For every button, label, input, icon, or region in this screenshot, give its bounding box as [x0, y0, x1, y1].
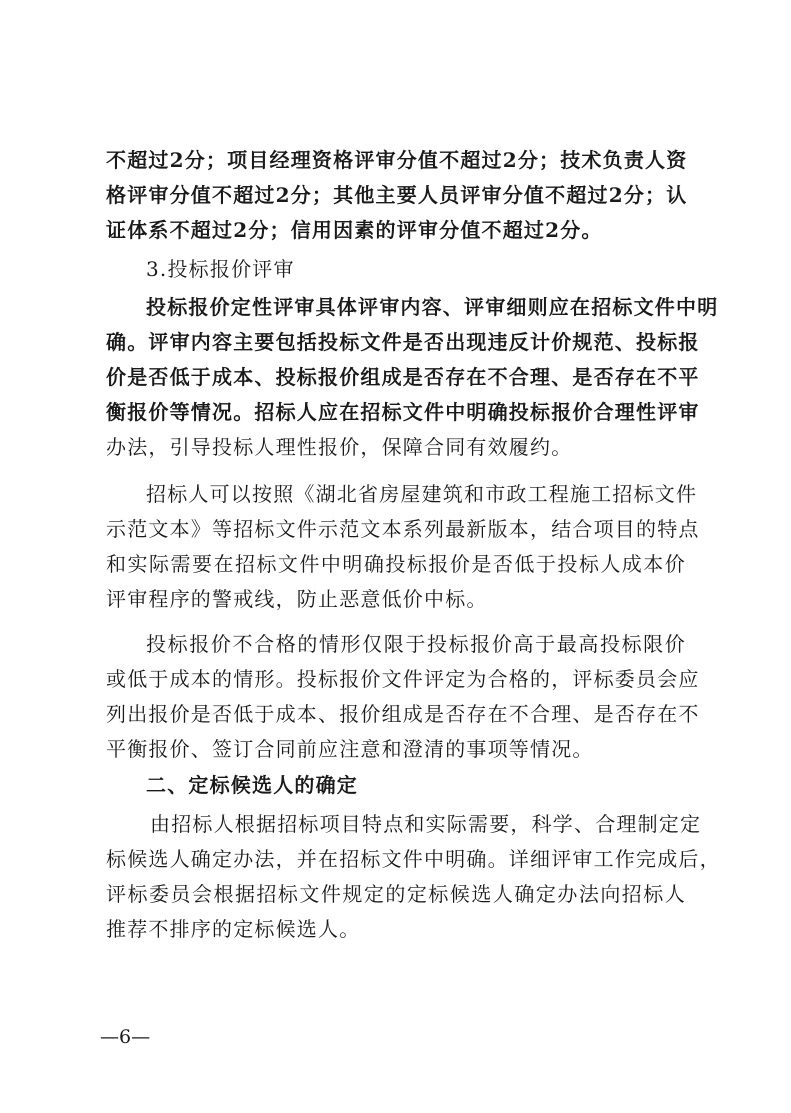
para5-line-1: 由招标人根据招标项目特点和实际需要，科学、合理制定定 — [150, 812, 702, 836]
para3-line-1: 招标人可以按照《湖北省房屋建筑和市政工程施工招标文件 — [146, 482, 698, 506]
para5-line-4: 推荐不排序的定标候选人。 — [106, 917, 361, 941]
para2-line-3: 价是否低于成本、投标报价组成是否存在不合理、是否存在不平 — [106, 365, 700, 389]
para1-line-1: 不超过2分；项目经理资格评审分值不超过2分；技术负责人资 — [106, 148, 688, 172]
para3-line-2: 示范文本》等招标文件示范文本系列最新版本，结合项目的特点 — [106, 517, 700, 541]
para2-line-4: 衡报价等情况。招标人应在招标文件中明确投标报价合理性评审 — [106, 400, 700, 424]
para2-line-5: 办法，引导投标人理性报价，保障合同有效履约。 — [106, 435, 573, 459]
para4-line-2: 或低于成本的情形。投标报价文件评定为合格的，评标委员会应 — [106, 667, 700, 691]
section-2-heading: 二、定标候选人的确定 — [146, 773, 358, 797]
para3-line-3: 和实际需要在招标文件中明确投标报价是否低于投标人成本价 — [106, 552, 686, 576]
para3-line-4: 评审程序的警戒线，防止恶意低价中标。 — [106, 587, 488, 611]
para4-line-3: 列出报价是否低于成本、报价组成是否存在不合理、是否存在不 — [106, 702, 700, 726]
para2-line-2: 确。评审内容主要包括投标文件是否出现违反计价规范、投标报 — [106, 330, 700, 354]
page-number: —6— — [100, 1026, 151, 1048]
section-3-heading: 3.投标报价评审 — [146, 257, 295, 281]
para1-line-2: 格评审分值不超过2分；其他主要人员评审分值不超过2分；认 — [106, 183, 688, 207]
para4-line-1: 投标报价不合格的情形仅限于投标报价高于最高投标限价 — [146, 632, 686, 656]
para2-line-1: 投标报价定性评审具体评审内容、评审细则应在招标文件中明 — [146, 295, 719, 319]
para5-line-3: 评标委员会根据招标文件规定的定标候选人确定办法向招标人 — [106, 882, 686, 906]
para4-line-4: 平衡报价、签订合同前应注意和澄清的事项等情况。 — [106, 737, 594, 761]
para1-line-3: 证体系不超过2分；信用因素的评审分值不超过2分。 — [106, 218, 603, 242]
para5-line-2: 标候选人确定办法，并在招标文件中明确。详细评审工作完成后， — [106, 847, 721, 871]
